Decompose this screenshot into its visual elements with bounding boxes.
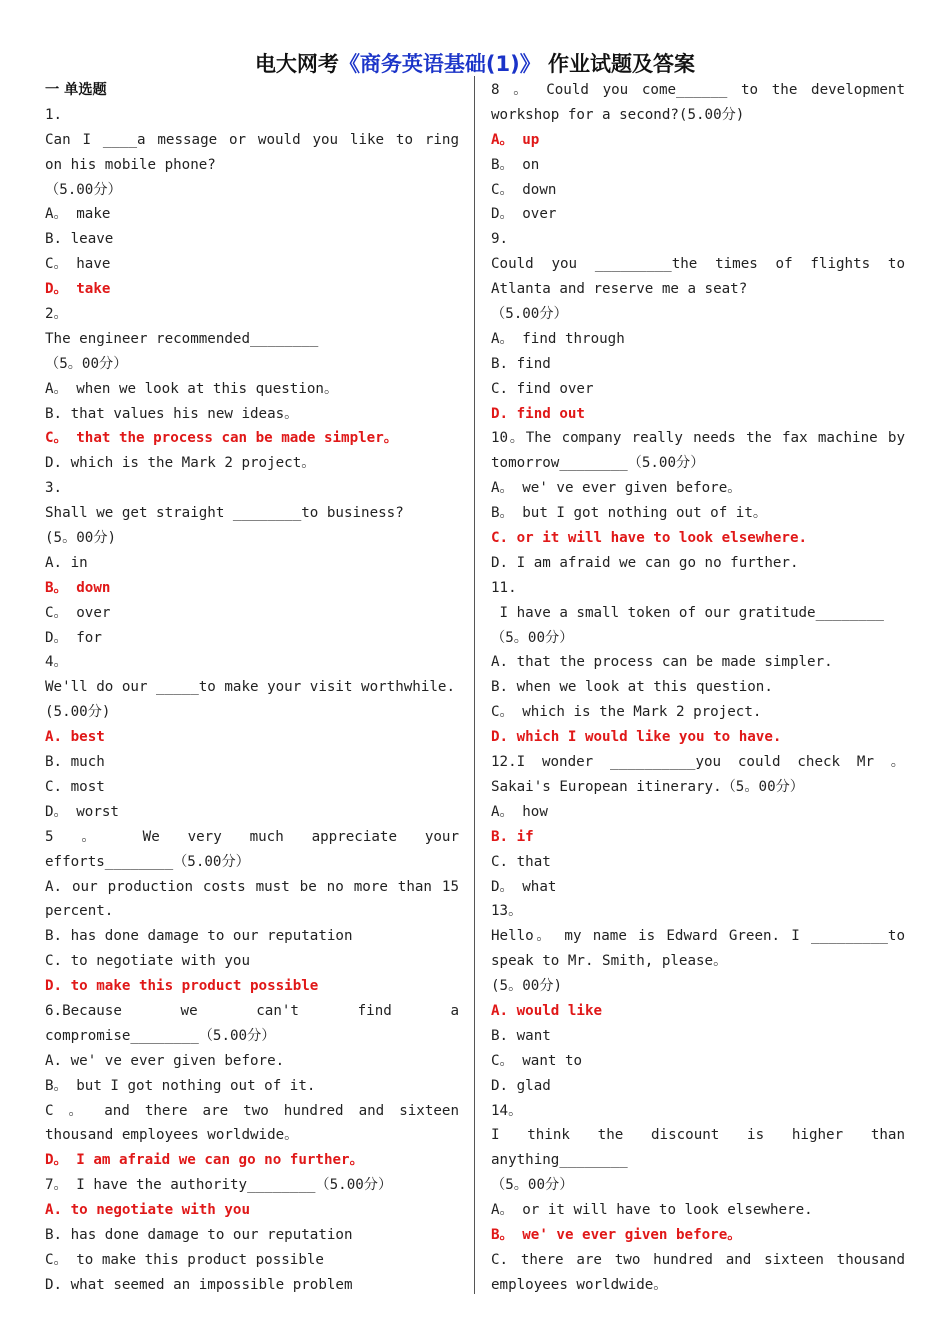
column-divider bbox=[474, 76, 475, 1294]
answer-line: D. which I would like you to have. bbox=[491, 729, 782, 746]
question-line: C. there are two hundred and sixteen thousand bbox=[491, 1251, 905, 1268]
question-line: C. that bbox=[491, 853, 551, 870]
answer-line: B。 down bbox=[45, 579, 111, 596]
question-line: 11. bbox=[491, 579, 517, 596]
question-line: （5。00分） bbox=[491, 629, 574, 646]
question-line: C 。 and there are two hundred and sixteen bbox=[45, 1102, 459, 1119]
question-line: D。 worst bbox=[45, 803, 119, 820]
question-line: B. when we look at this question. bbox=[491, 679, 773, 696]
question-line: I think the discount is higher than bbox=[491, 1127, 905, 1144]
question-line: B. that values his new ideas。 bbox=[45, 405, 299, 422]
answer-line: A. would like bbox=[491, 1002, 603, 1019]
question-line: efforts________（5.00分） bbox=[45, 853, 250, 870]
question-line: on his mobile phone? bbox=[45, 156, 216, 173]
left-column bbox=[45, 78, 459, 1298]
answer-line: D. find out bbox=[491, 405, 585, 422]
question-line: Could you _________the times of flights to bbox=[491, 256, 905, 273]
question-line: A。 find through bbox=[491, 330, 625, 347]
question-line: D。 what bbox=[491, 878, 557, 895]
question-line: A. that the process can be made simpler. bbox=[491, 654, 833, 671]
question-line: (5.00分) bbox=[45, 704, 111, 721]
question-line: D。 for bbox=[45, 629, 102, 646]
question-line: C. find over bbox=[491, 380, 594, 397]
question-line: speak to Mr. Smith, please。 bbox=[491, 953, 728, 970]
question-line: (5。00分) bbox=[45, 530, 117, 547]
question-line: Can I ____a message or would you like to ring bbox=[45, 131, 459, 148]
question-line: B。 but I got nothing out of it. bbox=[45, 1077, 316, 1094]
question-line: C。 have bbox=[45, 256, 111, 273]
answer-line: D. to make this product possible bbox=[45, 978, 319, 995]
question-line: anything________ bbox=[491, 1152, 628, 1169]
section-title: 一 单选题 bbox=[45, 82, 107, 98]
question-line: A. in bbox=[45, 554, 88, 571]
question-line: （5.00分） bbox=[45, 181, 122, 198]
answer-line: B. if bbox=[491, 828, 534, 845]
question-line: A。 we' ve ever given before。 bbox=[491, 480, 742, 497]
question-line: I have a small token of our gratitude________ bbox=[491, 604, 884, 621]
question-line: tomorrow________（5.00分） bbox=[491, 455, 705, 472]
question-line: compromise________（5.00分） bbox=[45, 1027, 276, 1044]
question-line: B. much bbox=[45, 754, 105, 771]
answer-line: A. best bbox=[45, 729, 105, 746]
question-line: C。 over bbox=[45, 604, 111, 621]
question-line: Hello。 my name is Edward Green. I _________to bbox=[491, 928, 905, 945]
question-line: Sakai's European itinerary.（5。00分） bbox=[491, 778, 804, 795]
question-line: B. find bbox=[491, 355, 551, 372]
question-line: A。 when we look at this question。 bbox=[45, 380, 339, 397]
question-line: employees worldwide。 bbox=[491, 1276, 668, 1293]
question-line: 6.Because we can't find a bbox=[45, 1002, 459, 1019]
question-line: Atlanta and reserve me a seat? bbox=[491, 281, 748, 298]
question-line: C。 to make this product possible bbox=[45, 1251, 324, 1268]
question-line: C. to negotiate with you bbox=[45, 953, 250, 970]
question-line: C. most bbox=[45, 778, 105, 795]
question-line: B. leave bbox=[45, 231, 114, 248]
question-line: thousand employees worldwide。 bbox=[45, 1127, 299, 1144]
answer-line: C. or it will have to look elsewhere. bbox=[491, 530, 808, 547]
title-prefix: 电大网考 bbox=[254, 52, 339, 76]
question-line: 10。The company really needs the fax machine by bbox=[491, 430, 905, 447]
question-line: A。 how bbox=[491, 803, 548, 820]
question-line: The engineer recommended________ bbox=[45, 330, 319, 347]
question-line: We'll do our _____to make your visit worthwhile. bbox=[45, 679, 455, 696]
question-line: B. has done damage to our reputation bbox=[45, 1226, 353, 1243]
answer-line: C。 that the process can be made simpler。 bbox=[45, 430, 398, 447]
answer-line: D。 I am afraid we can go no further。 bbox=[45, 1152, 364, 1169]
question-line: 1. bbox=[45, 106, 63, 123]
question-line: （5。00分） bbox=[491, 1177, 574, 1194]
title-course-name: 《商务英语基础(1)》 bbox=[338, 52, 541, 76]
question-line: D。 over bbox=[491, 206, 557, 223]
question-line: 13。 bbox=[491, 903, 523, 920]
question-line: (5。00分) bbox=[491, 978, 563, 995]
question-line: 5 。 We very much appreciate your bbox=[45, 828, 459, 845]
question-line: percent. bbox=[45, 903, 114, 920]
document-title bbox=[0, 48, 950, 78]
question-line: B. want bbox=[491, 1027, 551, 1044]
question-line: A。 make bbox=[45, 206, 111, 223]
question-line: （5.00分） bbox=[491, 306, 568, 323]
question-line: D. what seemed an impossible problem bbox=[45, 1276, 353, 1293]
question-line: 14。 bbox=[491, 1102, 523, 1119]
question-line: 4。 bbox=[45, 654, 68, 671]
question-line: B. has done damage to our reputation bbox=[45, 928, 353, 945]
question-line: Shall we get straight ________to business? bbox=[45, 505, 404, 522]
title-suffix: 作业试题及答案 bbox=[540, 52, 696, 76]
question-line: C。 which is the Mark 2 project. bbox=[491, 704, 762, 721]
question-line: C。 want to bbox=[491, 1052, 583, 1069]
question-line: 2。 bbox=[45, 306, 68, 323]
question-line: （5。00分） bbox=[45, 355, 128, 372]
question-line: A. we' ve ever given before. bbox=[45, 1052, 285, 1069]
right-column bbox=[491, 78, 905, 1298]
question-line: B。 on bbox=[491, 156, 540, 173]
answer-line: B。 we' ve ever given before。 bbox=[491, 1226, 742, 1243]
question-line: D. I am afraid we can go no further. bbox=[491, 554, 799, 571]
question-line: D. glad bbox=[491, 1077, 551, 1094]
answer-line: D。 take bbox=[45, 281, 111, 298]
answer-line: A。 up bbox=[491, 131, 540, 148]
question-line: 9. bbox=[491, 231, 509, 248]
question-line: 7。 I have the authority________（5.00分） bbox=[45, 1177, 393, 1194]
question-line: B。 but I got nothing out of it。 bbox=[491, 505, 768, 522]
question-line: 8 。 Could you come______ to the development bbox=[491, 82, 905, 98]
question-line: A. our production costs must be no more than 15 bbox=[45, 878, 459, 895]
question-line: workshop for a second?(5.00分) bbox=[491, 106, 745, 123]
question-line: D. which is the Mark 2 project。 bbox=[45, 455, 316, 472]
question-line: A。 or it will have to look elsewhere. bbox=[491, 1202, 813, 1219]
answer-line: A. to negotiate with you bbox=[45, 1202, 250, 1219]
question-line: 3. bbox=[45, 480, 63, 497]
question-line: 12.I wonder __________you could check Mr 。 bbox=[491, 754, 905, 771]
question-line: C。 down bbox=[491, 181, 557, 198]
